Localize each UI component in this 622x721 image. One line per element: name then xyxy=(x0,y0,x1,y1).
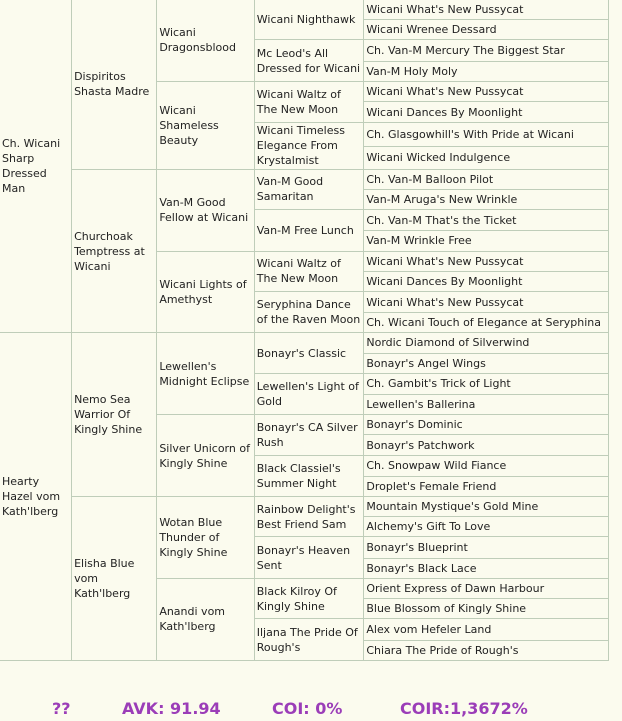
dog-name: Dispiritos Shasta Madre xyxy=(74,70,150,99)
dog-name: Wicani Timeless Elegance From Krystalmist xyxy=(256,124,345,168)
ggg-grand-ancestor-cell xyxy=(364,517,609,537)
dog-name: Bonayr's Classic xyxy=(256,346,347,360)
great-grand-ancestor-cell xyxy=(157,497,254,579)
dog-name: Wicani Wrenee Dessard xyxy=(366,23,497,37)
dog-name: Wotan Blue Thunder of Kingly Shine xyxy=(159,515,228,559)
dog-name: Wicani Waltz of The New Moon xyxy=(256,88,341,117)
dog-name: Ch. Gambit's Trick of Light xyxy=(366,377,511,391)
ggg-grand-ancestor-cell xyxy=(364,476,609,496)
grand-ancestor-cell xyxy=(72,497,157,661)
ggg-grand-ancestor-cell xyxy=(364,251,609,271)
ggg-grand-ancestor-cell xyxy=(364,0,609,20)
dog-name: Rainbow Delight's Best Friend Sam xyxy=(256,502,356,531)
dog-name: Ch. Van-M That's the Ticket xyxy=(366,213,517,227)
ggg-grand-ancestor-cell xyxy=(364,271,609,291)
dog-name: Ch. Van-M Balloon Pilot xyxy=(366,172,494,186)
great-grand-ancestor-cell xyxy=(157,0,254,81)
dog-name: Ch. Glasgowhill's With Pride at Wicani xyxy=(366,128,574,142)
ggg-grand-ancestor-cell xyxy=(364,455,609,476)
unknown-marker: ?? xyxy=(52,699,71,718)
ggg-grand-ancestor-cell xyxy=(364,619,609,640)
coi-value: COI: 0% xyxy=(272,699,343,718)
gg-grand-ancestor-cell xyxy=(254,40,364,81)
gg-grand-ancestor-cell xyxy=(254,415,364,455)
sire-line-ancestor-cell xyxy=(0,333,72,661)
great-grand-ancestor-cell xyxy=(157,415,254,497)
sire-line-ancestor-cell xyxy=(0,0,72,333)
ggg-grand-ancestor-cell xyxy=(364,102,609,123)
dog-name: Ch. Wicani Sharp Dressed Man xyxy=(2,137,61,196)
dog-name: Wicani Nighthawk xyxy=(256,13,356,27)
ggg-grand-ancestor-cell xyxy=(364,147,609,170)
dog-name: Bonayr's Heaven Sent xyxy=(256,543,351,572)
ggg-grand-ancestor-cell xyxy=(364,395,609,415)
ggg-grand-ancestor-cell xyxy=(364,40,609,61)
ggg-grand-ancestor-cell xyxy=(364,435,609,455)
dog-name: Iljana The Pride Of Rough's xyxy=(256,625,358,654)
gg-grand-ancestor-cell xyxy=(254,333,364,373)
gg-grand-ancestor-cell xyxy=(254,578,364,618)
dog-name: Wicani What's New Pussycat xyxy=(366,84,524,98)
gg-grand-ancestor-cell xyxy=(254,373,364,414)
ggg-grand-ancestor-cell xyxy=(364,537,609,558)
dog-name: Van-M Good Fellow at Wicani xyxy=(159,196,249,225)
gg-grand-ancestor-cell xyxy=(254,497,364,537)
dog-name: Ch. Wicani Touch of Elegance at Seryphina xyxy=(366,316,602,330)
gg-grand-ancestor-cell xyxy=(254,81,364,122)
grand-ancestor-cell xyxy=(72,169,157,333)
ggg-grand-ancestor-cell xyxy=(364,210,609,231)
gg-grand-ancestor-cell xyxy=(254,455,364,496)
dog-name: Wicani Lights of Amethyst xyxy=(159,277,247,306)
great-grand-ancestor-cell xyxy=(157,251,254,333)
ggg-grand-ancestor-cell xyxy=(364,558,609,578)
dog-name: Ch. Van-M Mercury The Biggest Star xyxy=(366,44,565,58)
dog-name: Anandi vom Kath'lberg xyxy=(159,605,226,634)
gg-grand-ancestor-cell xyxy=(254,251,364,291)
ggg-grand-ancestor-cell xyxy=(364,578,609,598)
dog-name: Orient Express of Dawn Harbour xyxy=(366,581,545,595)
dog-name: Wicani Wicked Indulgence xyxy=(366,151,511,165)
dog-name: Chiara The Pride of Rough's xyxy=(366,643,519,657)
dog-name: Mc Leod's All Dressed for Wicani xyxy=(256,46,361,75)
dog-name: Bonayr's Angel Wings xyxy=(366,356,486,370)
ggg-grand-ancestor-cell xyxy=(364,81,609,101)
ggg-grand-ancestor-cell xyxy=(364,599,609,619)
dog-name: Van-M Free Lunch xyxy=(256,223,354,237)
dog-name: Wicani What's New Pussycat xyxy=(366,3,524,17)
dog-name: Van-M Holy Moly xyxy=(366,64,458,78)
ggg-grand-ancestor-cell xyxy=(364,20,609,40)
dog-name: Silver Unicorn of Kingly Shine xyxy=(159,441,250,470)
dog-name: Hearty Hazel vom Kath'lberg xyxy=(2,475,61,519)
dog-name: Bonayr's Black Lace xyxy=(366,561,477,575)
great-grand-ancestor-cell xyxy=(157,333,254,415)
dog-name: Wicani What's New Pussycat xyxy=(366,254,524,268)
grand-ancestor-cell xyxy=(72,0,157,169)
dog-name: Churchoak Temptress at Wicani xyxy=(74,229,145,273)
ggg-grand-ancestor-cell xyxy=(364,291,609,312)
dog-name: Mountain Mystique's Gold Mine xyxy=(366,500,539,514)
great-grand-ancestor-cell xyxy=(157,81,254,169)
ggg-grand-ancestor-cell xyxy=(364,189,609,209)
dog-name: Wicani Dances By Moonlight xyxy=(366,105,523,119)
coir-value: COIR:1,3672% xyxy=(400,699,528,718)
avk-value: AVK: 91.94 xyxy=(122,699,221,718)
ggg-grand-ancestor-cell xyxy=(364,353,609,373)
ggg-grand-ancestor-cell xyxy=(364,415,609,435)
gg-grand-ancestor-cell xyxy=(254,169,364,209)
ggg-grand-ancestor-cell xyxy=(364,123,609,147)
dog-name: Bonayr's Blueprint xyxy=(366,541,468,555)
pedigree-stats xyxy=(0,696,622,721)
gg-grand-ancestor-cell xyxy=(254,619,364,661)
great-grand-ancestor-cell xyxy=(157,578,254,660)
ggg-grand-ancestor-cell xyxy=(364,497,609,517)
ggg-grand-ancestor-cell xyxy=(364,333,609,353)
grand-ancestor-cell xyxy=(72,333,157,497)
ggg-grand-ancestor-cell xyxy=(364,61,609,81)
dog-name: Lewellen's Light of Gold xyxy=(256,380,359,408)
gg-grand-ancestor-cell xyxy=(254,537,364,578)
dog-name: Wicani What's New Pussycat xyxy=(366,295,524,309)
dog-name: Ch. Snowpaw Wild Fiance xyxy=(366,459,507,473)
dog-name: Black Kilroy Of Kingly Shine xyxy=(256,584,337,613)
dog-name: Bonayr's Patchwork xyxy=(366,438,475,452)
dog-name: Elisha Blue vom Kath'lberg xyxy=(74,557,135,601)
gg-grand-ancestor-cell xyxy=(254,0,364,40)
dog-name: Black Classiel's Summer Night xyxy=(256,461,341,490)
dog-name: Nordic Diamond of Silverwind xyxy=(366,336,530,350)
dog-name: Lewellen's Midnight Eclipse xyxy=(159,359,250,388)
gg-grand-ancestor-cell xyxy=(254,123,364,169)
dog-name: Van-M Wrinkle Free xyxy=(366,234,472,248)
dog-name: Alex vom Hefeler Land xyxy=(366,622,492,636)
dog-name: Wicani Dragonsblood xyxy=(159,26,236,55)
ggg-grand-ancestor-cell xyxy=(364,313,609,333)
dog-name: Wicani Shameless Beauty xyxy=(159,103,219,147)
ggg-grand-ancestor-cell xyxy=(364,169,609,189)
dog-name: Van-M Good Samaritan xyxy=(256,175,324,204)
dog-name: Bonayr's CA Silver Rush xyxy=(256,420,358,449)
dog-name: Droplet's Female Friend xyxy=(366,479,497,493)
dog-name: Bonayr's Dominic xyxy=(366,418,463,432)
dog-name: Nemo Sea Warrior Of Kingly Shine xyxy=(74,393,143,437)
dog-name: Alchemy's Gift To Love xyxy=(366,520,491,534)
ggg-grand-ancestor-cell xyxy=(364,373,609,394)
great-grand-ancestor-cell xyxy=(157,169,254,251)
dog-name: Wicani Dances By Moonlight xyxy=(366,274,523,288)
dog-name: Van-M Aruga's New Wrinkle xyxy=(366,193,518,207)
dog-name: Lewellen's Ballerina xyxy=(366,398,476,412)
dog-name: Wicani Waltz of The New Moon xyxy=(256,257,341,286)
gg-grand-ancestor-cell xyxy=(254,210,364,251)
dog-name: Blue Blossom of Kingly Shine xyxy=(366,602,527,616)
ggg-grand-ancestor-cell xyxy=(364,640,609,661)
ggg-grand-ancestor-cell xyxy=(364,231,609,251)
gg-grand-ancestor-cell xyxy=(254,291,364,332)
dog-name: Seryphina Dance of the Raven Moon xyxy=(256,298,361,327)
